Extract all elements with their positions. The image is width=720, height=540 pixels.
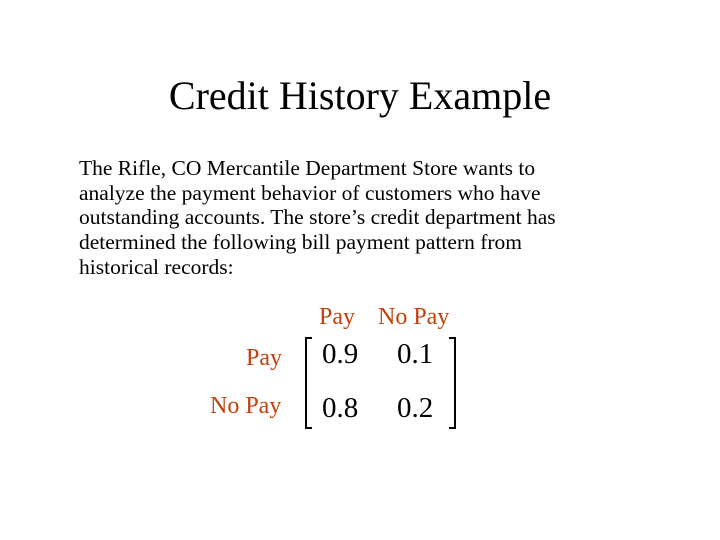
matrix-column-label-no-pay: No Pay xyxy=(378,304,450,330)
matrix-row-label-pay: Pay xyxy=(246,345,282,371)
matrix-row-label-no-pay: No Pay xyxy=(210,393,282,419)
matrix-cell: 0.1 xyxy=(397,338,434,370)
matrix-cell: 0.2 xyxy=(397,392,434,424)
body-line: analyze the payment behavior of customers who have xyxy=(79,180,541,205)
body-line: determined the following bill payment pattern from xyxy=(79,230,523,255)
matrix-cell: 0.9 xyxy=(322,338,359,370)
matrix-cell: 0.8 xyxy=(322,392,359,424)
matrix-right-bracket xyxy=(449,337,456,429)
body-line: historical records: xyxy=(79,254,234,279)
body-line: The Rifle, CO Mercantile Department Store wants to xyxy=(79,156,536,180)
matrix-left-bracket xyxy=(305,337,312,429)
slide-title: Credit History Example xyxy=(168,73,552,118)
matrix-column-label-pay: Pay xyxy=(319,304,355,330)
slide-body-text xyxy=(79,156,679,280)
body-line: outstanding accounts. The store’s credit department has xyxy=(79,205,556,230)
